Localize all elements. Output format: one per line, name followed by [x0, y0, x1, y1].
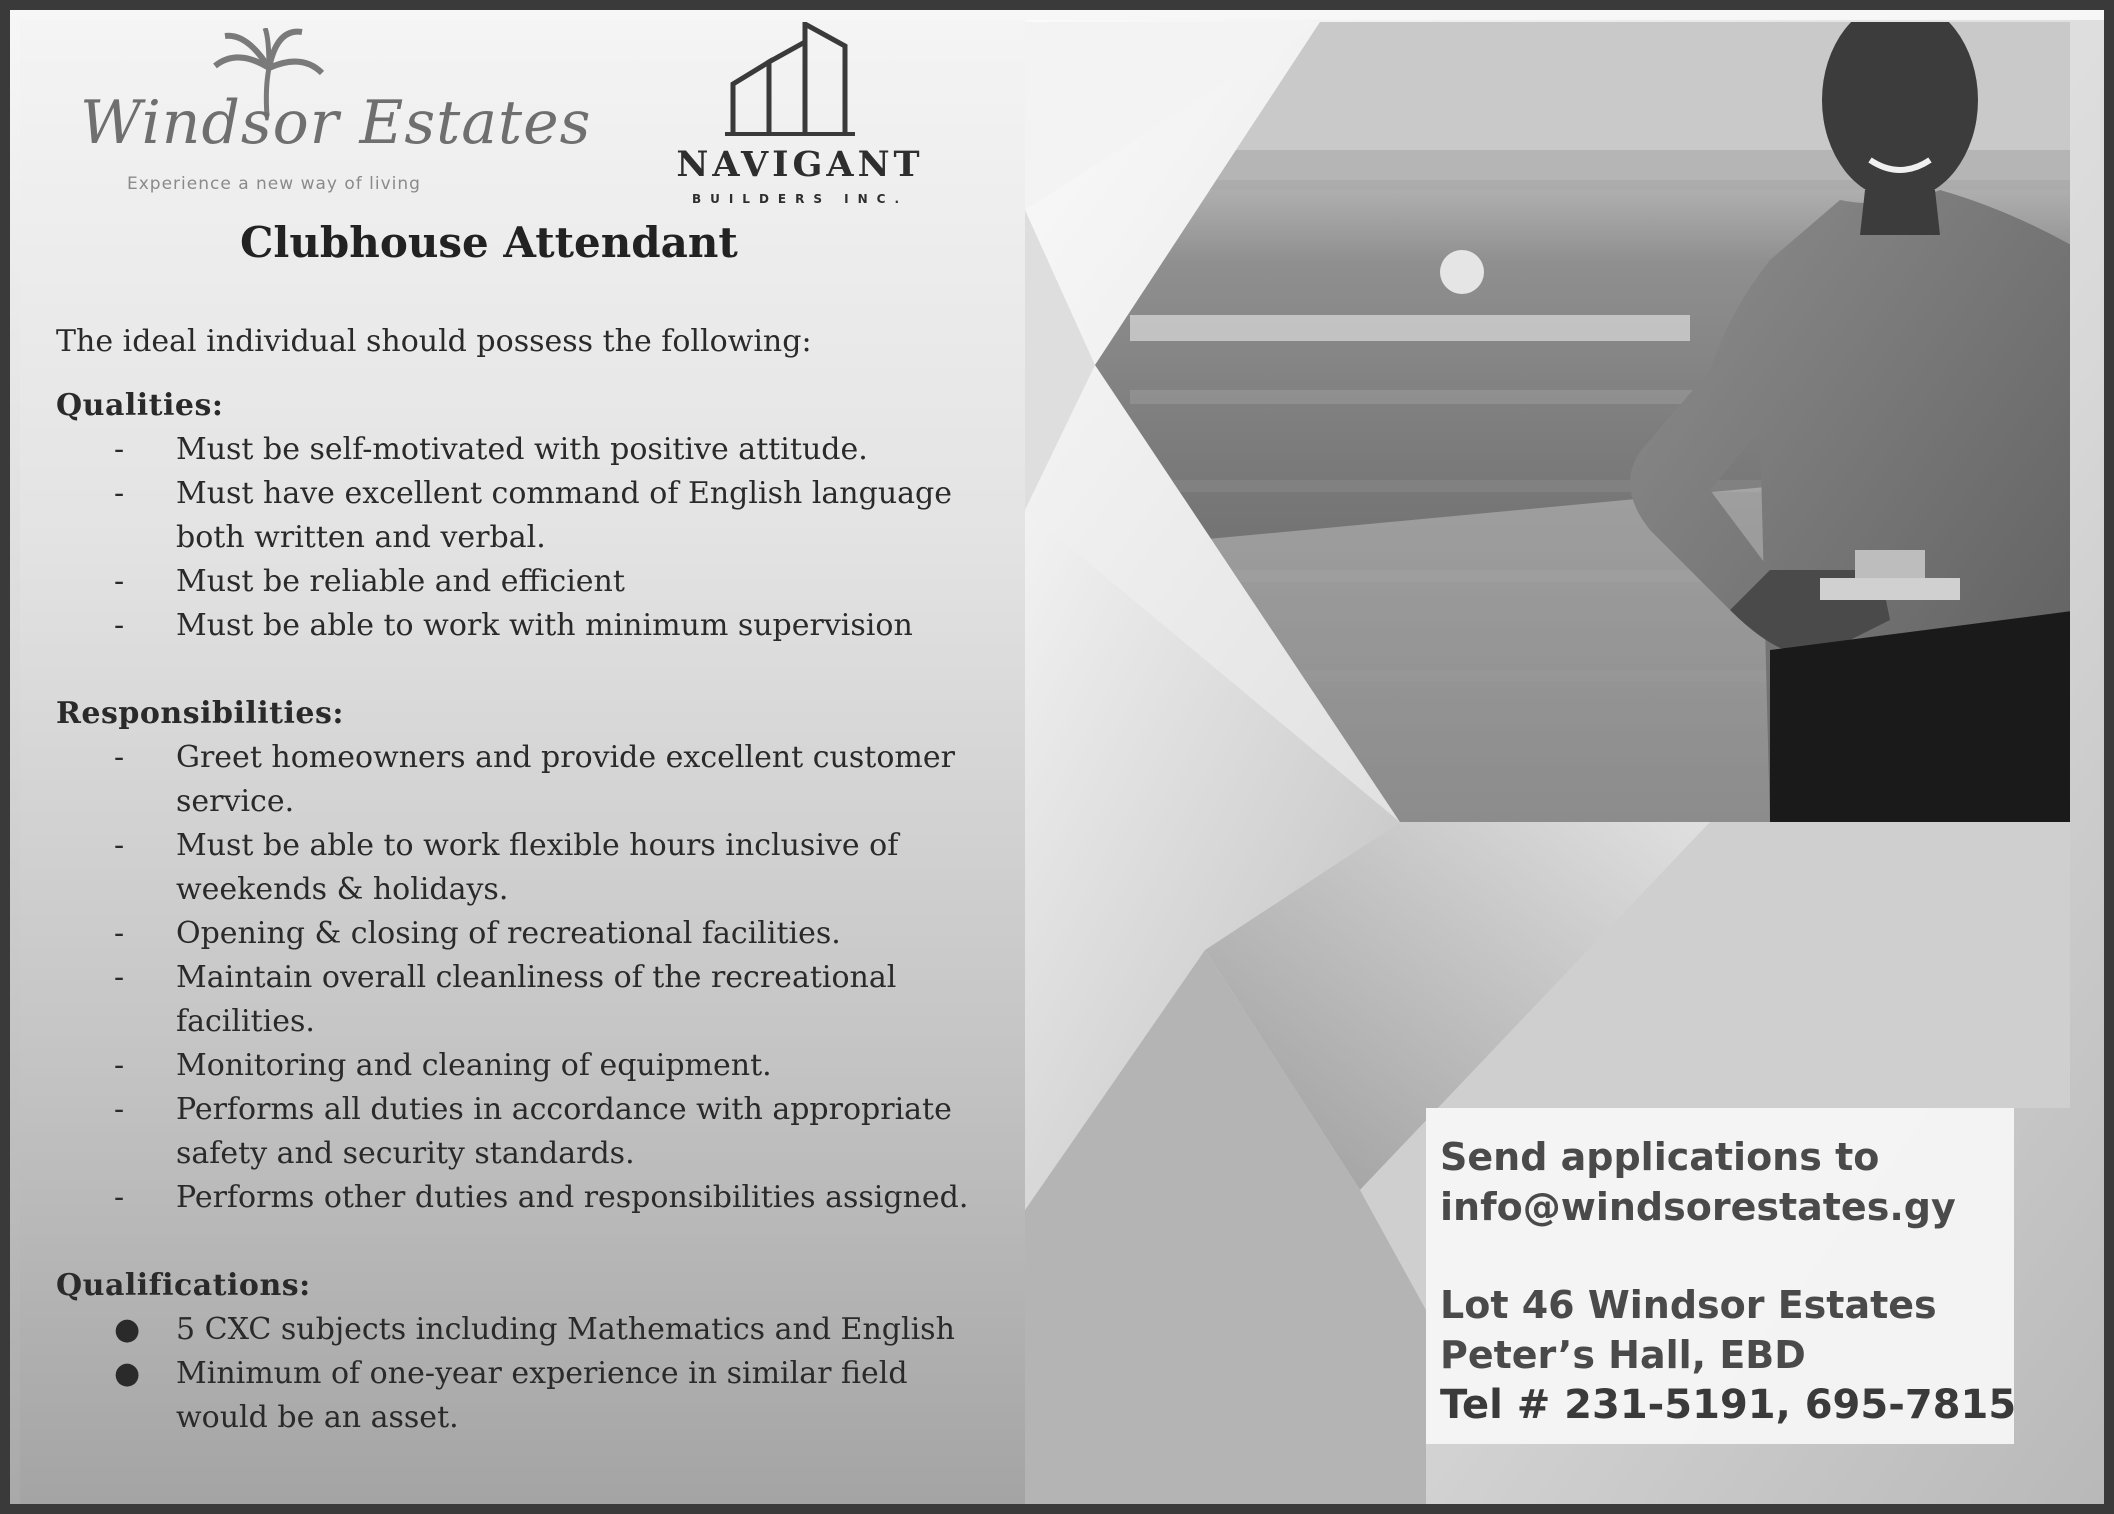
list-item: - Opening & closing of recreational facilities.: [114, 916, 841, 951]
list-item: ● 5 CXC subjects including Mathematics and English: [114, 1312, 955, 1347]
send-applications-text: Send applications to: [1440, 1135, 1880, 1179]
address-line-1: Lot 46 Windsor Estates: [1440, 1283, 1937, 1327]
list-item: - Must have excellent command of English language both written and verbal.: [114, 476, 953, 555]
list-item: ● Minimum of one-year experience in similar field would be an asset.: [114, 1356, 908, 1435]
telephone-numbers: Tel # 231-5191, 695-7815: [1440, 1382, 2017, 1428]
list-item: - Must be reliable and efficient: [114, 564, 625, 599]
qualifications-heading: Qualifications:: [56, 1268, 311, 1303]
navigant-builders-logo: [640, 22, 960, 206]
windsor-estates-logo: [72, 28, 592, 198]
qualities-heading: Qualities:: [56, 388, 224, 423]
windsor-estates-wordmark: Windsor Estates: [80, 88, 592, 158]
list-item: - Greet homeowners and provide excellent customer service.: [114, 740, 955, 819]
job-description: [56, 320, 1016, 1440]
navigant-wordmark: NAVIGANT: [676, 144, 924, 185]
list-item: - Performs other duties and responsibilities assigned.: [114, 1180, 969, 1215]
job-title: Clubhouse Attendant: [240, 218, 738, 267]
list-item: - Must be able to work with minimum supervision: [114, 608, 913, 643]
windsor-tagline: Experience a new way of living: [127, 174, 421, 194]
responsibilities-heading: Responsibilities:: [56, 696, 344, 731]
qualities-list: [56, 428, 1016, 648]
address-line-2: Peter’s Hall, EBD: [1440, 1333, 1806, 1377]
responsibilities-list: [56, 736, 1016, 1220]
list-item: - Monitoring and cleaning of equipment.: [114, 1048, 772, 1083]
list-item: - Must be self-motivated with positive attitude.: [114, 432, 868, 467]
contact-info: [1440, 1132, 2016, 1430]
qualifications-list: [56, 1308, 1016, 1440]
email-address[interactable]: info@windsorestates.gy: [1440, 1185, 1956, 1229]
navigant-subtitle: BUILDERS INC.: [691, 192, 909, 206]
list-item: - Must be able to work flexible hours inclusive of weekends & holidays.: [114, 828, 899, 907]
list-item: - Maintain overall cleanliness of the recreational facilities.: [114, 960, 897, 1039]
intro-text: The ideal individual should possess the following:: [56, 324, 812, 359]
list-item: - Performs all duties in accordance with appropriate safety and security standards.: [114, 1092, 952, 1171]
contact-box: [1426, 1108, 2017, 1444]
buildings-icon: [725, 22, 855, 137]
